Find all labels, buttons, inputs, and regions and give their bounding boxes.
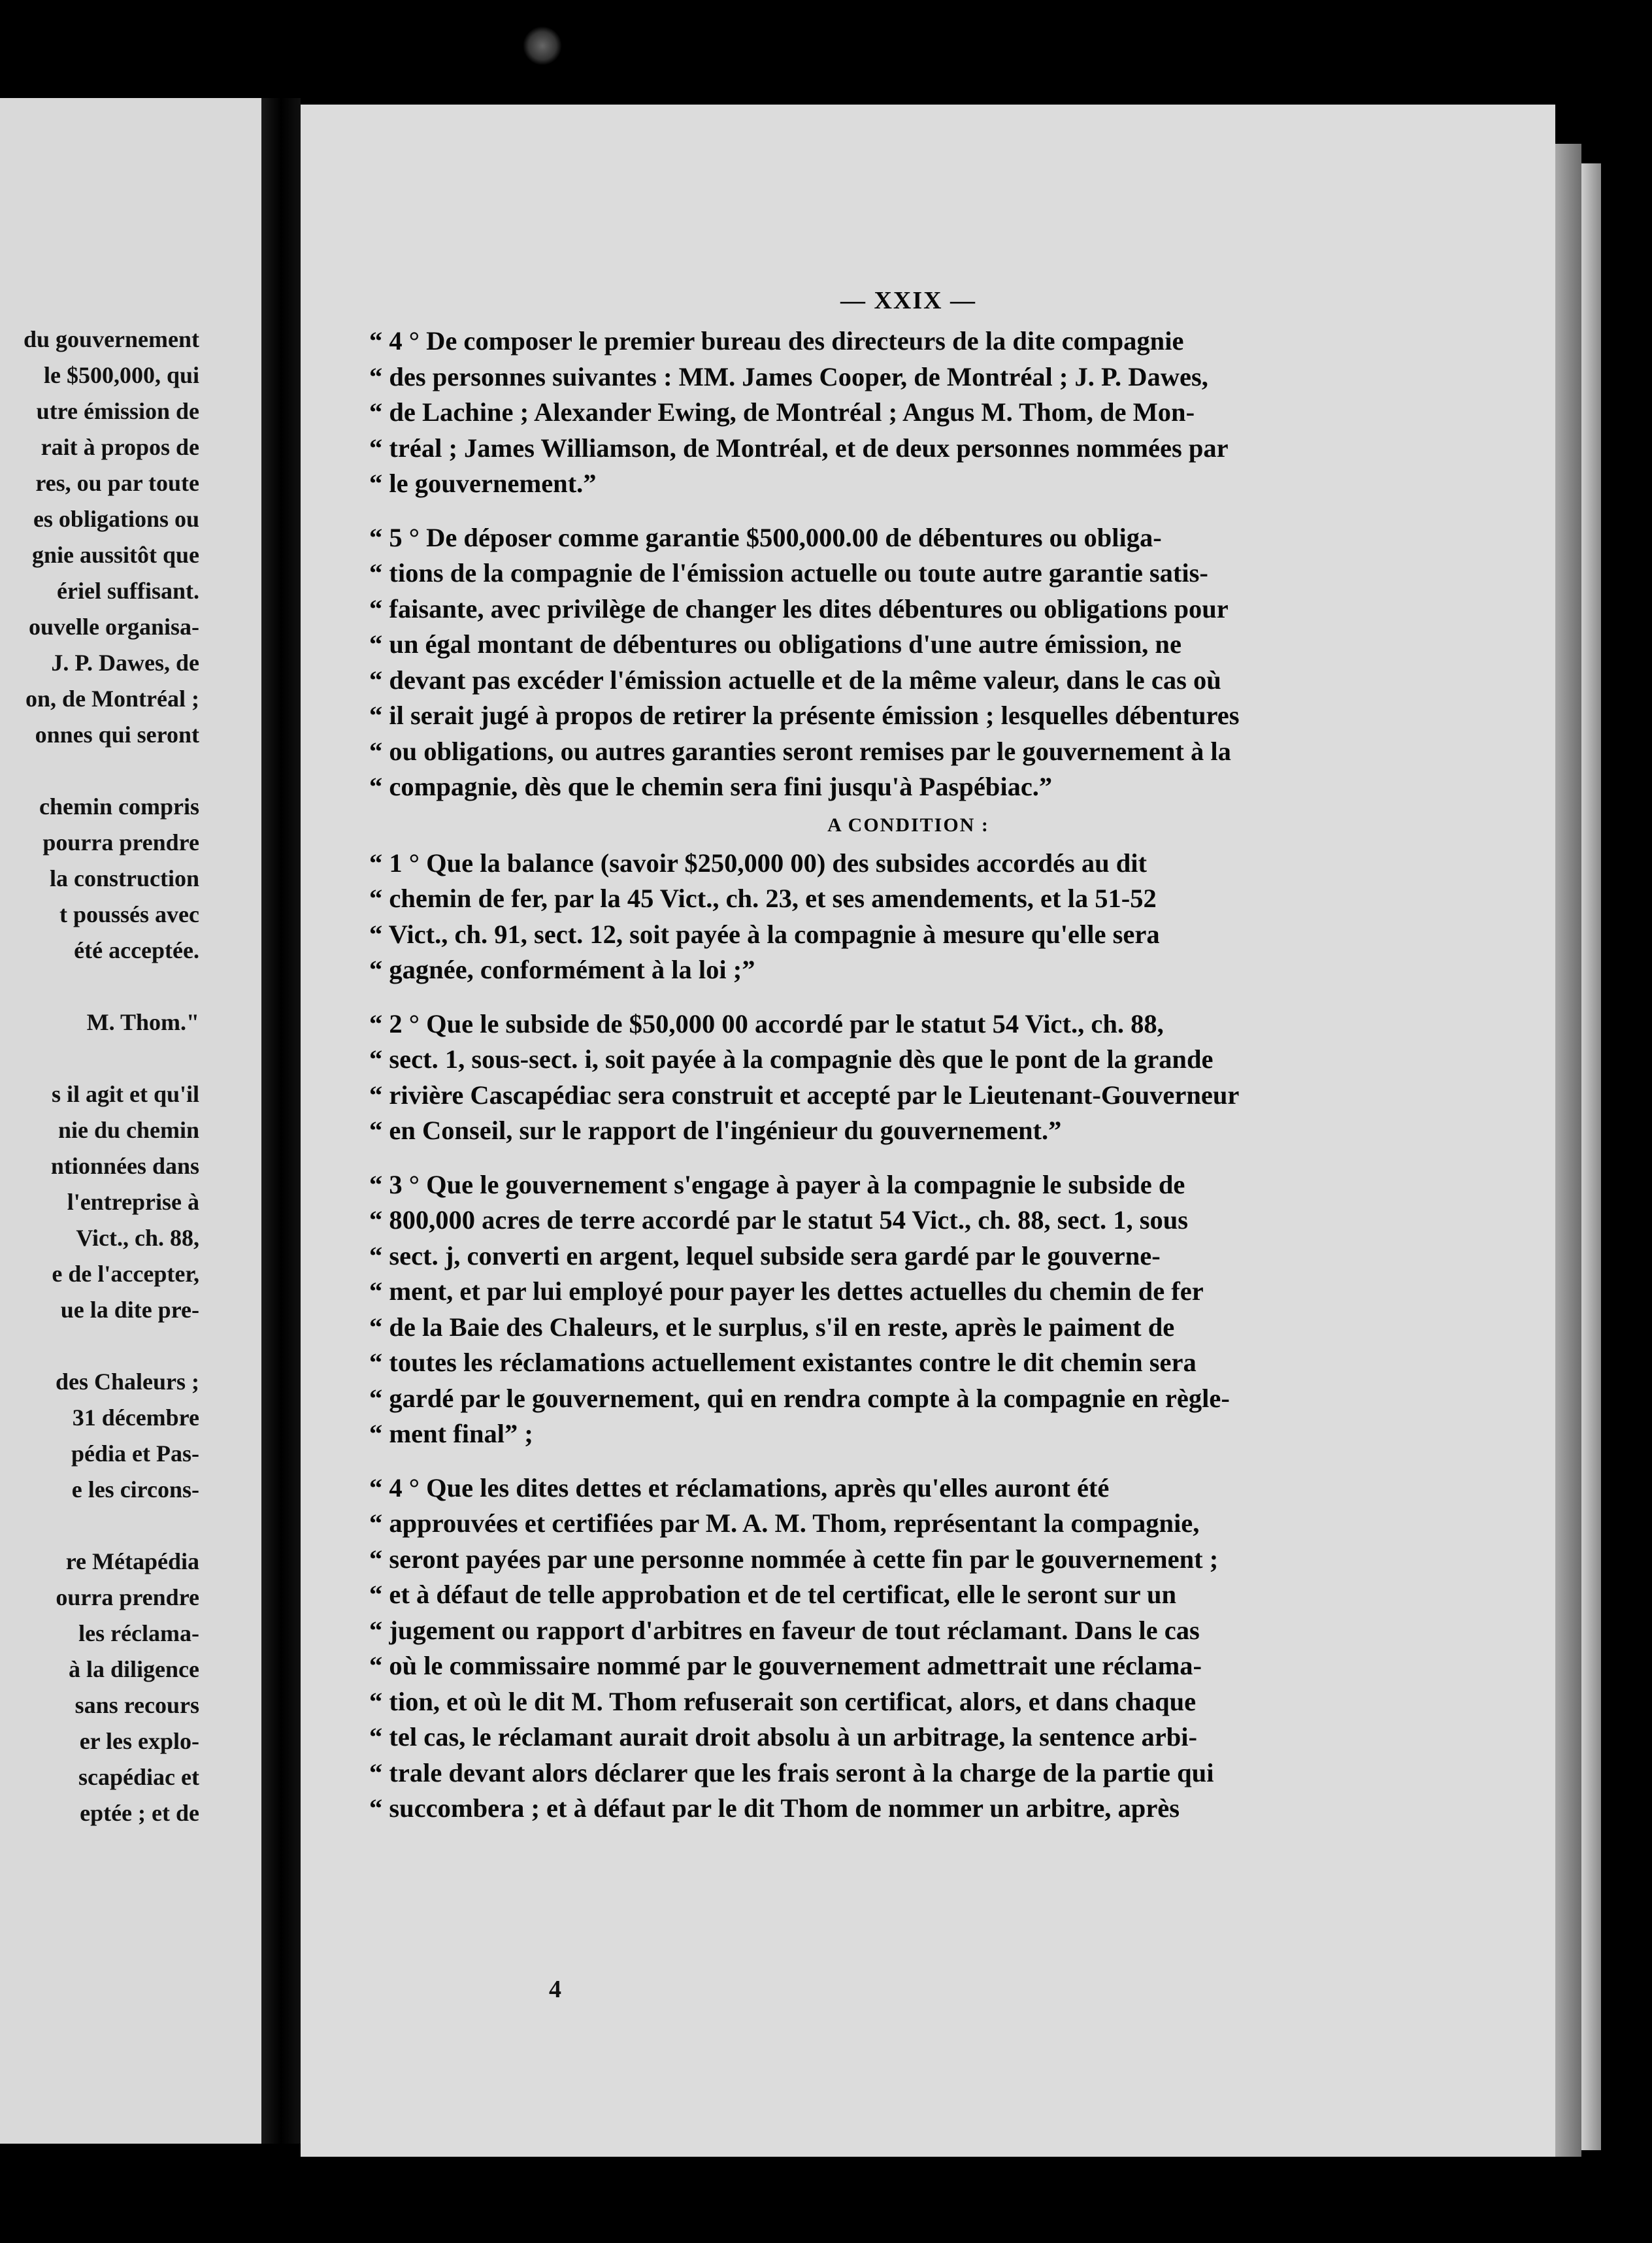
text-line: “ et à défaut de telle approbation et de tel certificat, elle le seront sur un: [369, 1580, 1177, 1609]
left-line: es obligations ou: [33, 506, 199, 532]
text-line: “ Vict., ch. 91, sect. 12, soit payée à la compagnie à mesure qu'elle sera: [369, 919, 1160, 949]
left-line: le $500,000, qui: [43, 362, 199, 388]
text-line: “ compagnie, dès que le chemin sera fini jusqu'à Paspébiac.”: [369, 772, 1053, 801]
text-line: “ tel cas, le réclamant aurait droit absolu à un arbitrage, la sentence arbi-: [369, 1722, 1197, 1752]
paragraph-4: [369, 324, 1555, 502]
text-line: “ 5 ° De déposer comme garantie $500,000.00 de débentures ou obliga-: [369, 522, 1162, 552]
left-line: onnes qui seront: [35, 722, 199, 748]
text-line: “ des personnes suivantes : MM. James Cooper, de Montréal ; J. P. Dawes,: [369, 361, 1208, 391]
left-line: [0, 1328, 199, 1364]
text-line: “ en Conseil, sur le rapport de l'ingénieur du gouvernement.”: [369, 1116, 1062, 1145]
left-line: ériel suffisant.: [57, 578, 199, 604]
left-line: M. Thom.": [86, 1009, 199, 1035]
text-line: “ approuvées et certifiées par M. A. M. Thom, représentant la compagnie,: [369, 1508, 1200, 1538]
left-line: rait à propos de: [41, 434, 199, 460]
text-line: “ il serait jugé à propos de retirer la présente émission ; lesquelles débentures: [369, 701, 1240, 730]
text-line: “ seront payées par une personne nommée à cette fin par le gouvernement ;: [369, 1544, 1219, 1574]
text-line: “ ou obligations, ou autres garanties seront remises par le gouvernement à la: [369, 736, 1231, 766]
text-line: “ un égal montant de débentures ou obligations d'une autre émission, ne: [369, 629, 1181, 659]
text-line: “ ment, et par lui employé pour payer les dettes actuelles du chemin de fer: [369, 1276, 1204, 1306]
text-line: “ sect. j, converti en argent, lequel subside sera gardé par le gouverne-: [369, 1240, 1161, 1271]
text-line: “ 4 ° Que les dites dettes et réclamations, après qu'elles auront été: [369, 1472, 1110, 1503]
left-line: Vict., ch. 88,: [76, 1225, 199, 1251]
page-edge-stack: [1581, 163, 1601, 2150]
text-line: “ gardé par le gouvernement, qui en rendra compte à la compagnie en règle-: [369, 1383, 1230, 1413]
left-line: des Chaleurs ;: [55, 1369, 199, 1395]
left-line: e de l'accepter,: [52, 1261, 199, 1287]
left-line: 31 décembre: [72, 1404, 199, 1431]
left-line: pédia et Pas-: [71, 1440, 199, 1467]
text-line: “ tion, et où le dit M. Thom refuserait son certificat, alors, et dans chaque: [369, 1686, 1197, 1716]
text-line: “ rivière Cascapédiac sera construit et accepté par le Lieutenant-Gouverneur: [369, 1080, 1240, 1110]
condition-4: [369, 1470, 1555, 1827]
left-line: t poussés avec: [59, 901, 199, 927]
condition-2: [369, 1006, 1555, 1149]
text-line: “ 1 ° Que la balance (savoir $250,000 00) des subsides accordés au dit: [369, 848, 1148, 878]
text-line: “ tions de la compagnie de l'émission actuelle ou toute autre garantie satis-: [369, 558, 1208, 588]
left-line: la construction: [50, 865, 199, 891]
condition-1: [369, 846, 1555, 988]
left-line: [0, 1040, 199, 1076]
left-line: s il agit et qu'il: [51, 1081, 199, 1107]
text-line: “ 800,000 acres de terre accordé par le statut 54 Vict., ch. 88, sect. 1, sous: [369, 1205, 1189, 1235]
condition-heading: A CONDITION :: [827, 814, 989, 836]
left-line: chemin compris: [39, 793, 199, 820]
text-line: “ faisante, avec privilège de changer les dites débentures ou obligations pour: [369, 593, 1229, 623]
left-line: scapédiac et: [78, 1764, 199, 1790]
left-page: [0, 98, 261, 2144]
left-line: [0, 1508, 199, 1544]
text-line: “ gagnée, conformément à la loi ;”: [369, 955, 755, 984]
left-page-text: [0, 322, 199, 1831]
left-line: eptée ; et de: [80, 1800, 199, 1826]
text-line: “ jugement ou rapport d'arbitres en faveur de tout réclamant. Dans le cas: [369, 1615, 1200, 1645]
text-line: “ trale devant alors déclarer que les frais seront à la charge de la partie qui: [369, 1757, 1214, 1787]
scan-artifact: [523, 26, 562, 65]
text-line: “ devant pas excéder l'émission actuelle et de la même valeur, dans le cas où: [369, 665, 1221, 695]
left-line: er les explo-: [79, 1728, 199, 1754]
left-line: l'entreprise à: [67, 1189, 199, 1215]
signature-mark: 4: [549, 1976, 561, 2003]
text-line: “ 4 ° De composer le premier bureau des directeurs de la dite compagnie: [369, 326, 1184, 356]
text-line: “ ment final” ;: [369, 1419, 533, 1448]
text-line: “ chemin de fer, par la 45 Vict., ch. 23, et ses amendements, et la 51-52: [369, 884, 1157, 913]
left-line: [0, 753, 199, 789]
book-gutter: [261, 98, 301, 2144]
text-line: “ toutes les réclamations actuellement existantes contre le dit chemin sera: [369, 1348, 1197, 1377]
page-header: — XXIX —: [840, 287, 977, 314]
text-line: “ où le commissaire nommé par le gouvernement admettrait une réclama-: [369, 1651, 1202, 1680]
left-line: [0, 969, 199, 1005]
page-edge: [1555, 144, 1581, 2157]
text-line: “ sect. 1, sous-sect. i, soit payée à la compagnie dès que le pont de la grande: [369, 1044, 1214, 1074]
left-line: res, ou par toute: [35, 470, 199, 496]
left-line: pourra prendre: [42, 829, 199, 856]
left-line: utre émission de: [36, 398, 199, 424]
left-line: re Métapédia: [65, 1548, 199, 1574]
text-line: “ de la Baie des Chaleurs, et le surplus, s'il en reste, après le paiment de: [369, 1312, 1175, 1342]
text-line: “ succombera ; et à défaut par le dit Thom de nommer un arbitre, après: [369, 1793, 1180, 1823]
left-line: du gouvernement: [24, 326, 199, 352]
left-line: ue la dite pre-: [60, 1297, 199, 1323]
left-line: on, de Montréal ;: [25, 686, 199, 712]
right-page-text: [369, 278, 1555, 1827]
text-line: “ 3 ° Que le gouvernement s'engage à payer à la compagnie le subside de: [369, 1169, 1185, 1199]
right-page: [301, 105, 1555, 2157]
condition-3: [369, 1167, 1555, 1452]
left-line: e les circons-: [71, 1476, 199, 1503]
left-line: sans recours: [74, 1692, 199, 1718]
left-line: été acceptée.: [74, 937, 199, 963]
left-line: ourra prendre: [56, 1584, 199, 1610]
paragraph-5: [369, 520, 1555, 805]
left-line: ntionnées dans: [50, 1153, 199, 1179]
left-line: à la diligence: [69, 1656, 199, 1682]
left-line: gnie aussitôt que: [31, 542, 199, 568]
text-line: “ 2 ° Que le subside de $50,000 00 accordé par le statut 54 Vict., ch. 88,: [369, 1008, 1164, 1038]
text-line: “ le gouvernement.”: [369, 469, 597, 498]
left-line: les réclama-: [78, 1620, 199, 1646]
text-line: “ de Lachine ; Alexander Ewing, de Montréal ; Angus M. Thom, de Mon-: [369, 397, 1195, 427]
text-line: “ tréal ; James Williamson, de Montréal, et de deux personnes nommées par: [369, 433, 1229, 463]
left-line: ouvelle organisa-: [29, 614, 199, 640]
left-line: J. P. Dawes, de: [51, 650, 199, 676]
left-line: nie du chemin: [58, 1117, 199, 1143]
